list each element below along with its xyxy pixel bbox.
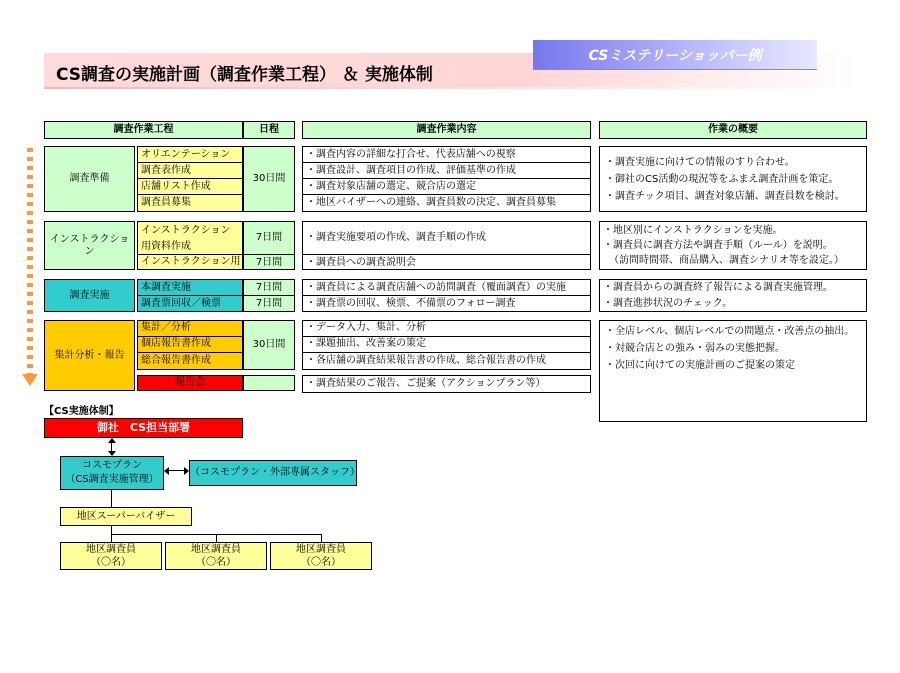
cosmoplan-box — [60, 456, 164, 490]
report-meeting-content: ・調査結果のご報告、ご提案（アクションプラン等） — [302, 375, 591, 393]
researcher-count: （〇名） — [301, 557, 341, 568]
page-title: CS調査の実施計画（調査作業工程） ＆ 実施体制 — [56, 65, 433, 85]
instruction-overview — [599, 221, 867, 270]
phase-execution: 調査実施 — [44, 279, 135, 312]
task-aggregate: 集計／分析 — [138, 321, 242, 337]
overview-line: （訪問時間帯、商品購入、調査シナリオ等を設定。） — [609, 255, 844, 266]
connector-line — [216, 534, 217, 542]
preparation-days: 30日間 — [243, 146, 295, 212]
days-value: 7日間 — [244, 280, 294, 296]
task-store-list: 店舗リスト作成 — [138, 179, 242, 195]
content-row: ・課題抽出、改善案の策定 — [303, 337, 590, 353]
execution-contents — [302, 279, 591, 312]
researcher-count: （〇名） — [91, 557, 131, 568]
arrow-left-icon — [164, 467, 169, 475]
researcher-title: 地区調査員 — [86, 544, 136, 555]
instruction-days — [243, 221, 295, 270]
timeline-arrow-head-icon — [22, 374, 38, 386]
days-value: 7日間 — [255, 256, 283, 268]
overview-line: ・御社のCS活動の現況等をふまえ調査計画を策定。 — [605, 174, 839, 185]
analysis-tasks — [137, 320, 243, 370]
instruction-tasks — [137, 221, 243, 270]
overview-line: ・調査実施に向けての情報のすり合わせ。 — [605, 157, 795, 168]
content-row: ・調査員への調査説明会 — [306, 256, 416, 268]
preparation-contents — [302, 146, 591, 212]
content-row: ・調査内容の詳細な打合せ、代表店舗への視察 — [303, 147, 590, 163]
header-overview: 作業の概要 — [599, 121, 867, 139]
task-overall-report: 総合報告書作成 — [141, 354, 211, 366]
execution-overview — [599, 279, 867, 312]
area-researcher-2 — [165, 542, 267, 570]
company-name: コスモプラン — [82, 460, 142, 471]
execution-days — [243, 279, 295, 312]
overview-line: ・地区別にインストラクションを実施。 — [603, 225, 783, 236]
area-supervisor: 地区スーパーバイザー — [60, 507, 192, 526]
instruction-contents — [302, 221, 591, 270]
client-department: 御社 CS担当部署 — [44, 418, 243, 438]
task-recruit: 調査員募集 — [141, 197, 191, 208]
researcher-title: 地区調査員 — [191, 544, 241, 555]
connector-line — [111, 534, 112, 542]
overview-line: ・調査進捗状況のチェック。 — [603, 298, 733, 309]
content-row: ・データ入力、集計、分析 — [303, 321, 590, 337]
overview-line: ・調査員に調査方法や調査手順（ルール）を説明。 — [603, 240, 833, 251]
task-instruction-material: インストラクション用資料作成 — [138, 222, 242, 255]
task-store-report: 個店報告書作成 — [138, 337, 242, 353]
task-collection: 調査票回収／検票 — [141, 298, 221, 309]
company-role: （CS調査実施管理） — [65, 474, 159, 485]
content-row: ・調査設計、調査項目の作成、評価基準の作成 — [303, 163, 590, 179]
task-questionnaire: 調査表作成 — [138, 163, 242, 179]
overview-line: ・全店レベル、個店レベルでの問題点・改善点の抽出。 — [605, 326, 855, 337]
researcher-title: 地区調査員 — [296, 544, 346, 555]
content-row: ・調査実施要項の作成、調査手順の作成 — [303, 222, 590, 255]
org-section-title: 【CS実施体制】 — [44, 406, 119, 417]
external-staff-box: （コスモプラン・外部専属スタッフ） — [189, 460, 357, 486]
arrow-up-icon — [108, 438, 116, 443]
content-row: ・調査対象店舗の選定、競合店の選定 — [303, 179, 590, 195]
content-row: ・各店舗の調査結果報告書の作成、総合報告書の作成 — [306, 354, 546, 366]
phase-preparation: 調査準備 — [44, 146, 135, 212]
task-main-survey: 本調査実施 — [138, 280, 242, 296]
report-meeting-days — [243, 375, 295, 391]
preparation-tasks — [137, 146, 243, 212]
task-orientation: オリエンテーション — [138, 147, 242, 163]
connector-line — [168, 470, 184, 471]
days-value: 7日間 — [255, 297, 283, 309]
task-instruction: インストラクション用 — [141, 256, 241, 267]
overview-line: ・対競合店との強み・弱みの実態把握。 — [605, 343, 785, 354]
phase-analysis-report: 集計分析・報告 — [44, 320, 135, 391]
overview-line: ・調査員からの調査終了報告による調査実施管理。 — [603, 282, 833, 293]
timeline-arrow-line — [27, 148, 33, 374]
title-bar-underline — [44, 87, 856, 89]
report-meeting: 報告会 — [137, 375, 243, 391]
researcher-count: （〇名） — [196, 557, 236, 568]
content-row: ・調査票の回収、検票、不備票のフォロー調査 — [306, 298, 516, 309]
analysis-contents — [302, 320, 591, 370]
area-researcher-1 — [60, 542, 162, 570]
execution-tasks — [137, 279, 243, 312]
header-schedule: 日程 — [243, 121, 295, 139]
content-row: ・地区バイザーへの連絡、調査員数の決定、調査員募集 — [306, 197, 556, 208]
preparation-overview — [599, 146, 867, 212]
days-value: 7日間 — [244, 222, 294, 255]
overview-line: ・調査チック項目、調査対象店舗、調査員数を検討。 — [605, 191, 845, 202]
example-badge: CSミステリーショッパー例 — [533, 40, 817, 70]
analysis-days: 30日間 — [243, 320, 295, 370]
connector-line — [321, 534, 322, 542]
header-process: 調査作業工程 — [44, 121, 243, 139]
overview-line: ・次回に向けての実施計画のご提案の策定 — [605, 360, 795, 371]
analysis-overview — [599, 320, 867, 422]
header-content: 調査作業内容 — [302, 121, 591, 139]
area-researcher-3 — [270, 542, 372, 570]
phase-instruction: インストラクション — [44, 221, 135, 270]
connector-line — [111, 490, 112, 507]
content-row: ・調査員による調査店舗への訪問調査（覆面調査）の実施 — [303, 280, 590, 296]
